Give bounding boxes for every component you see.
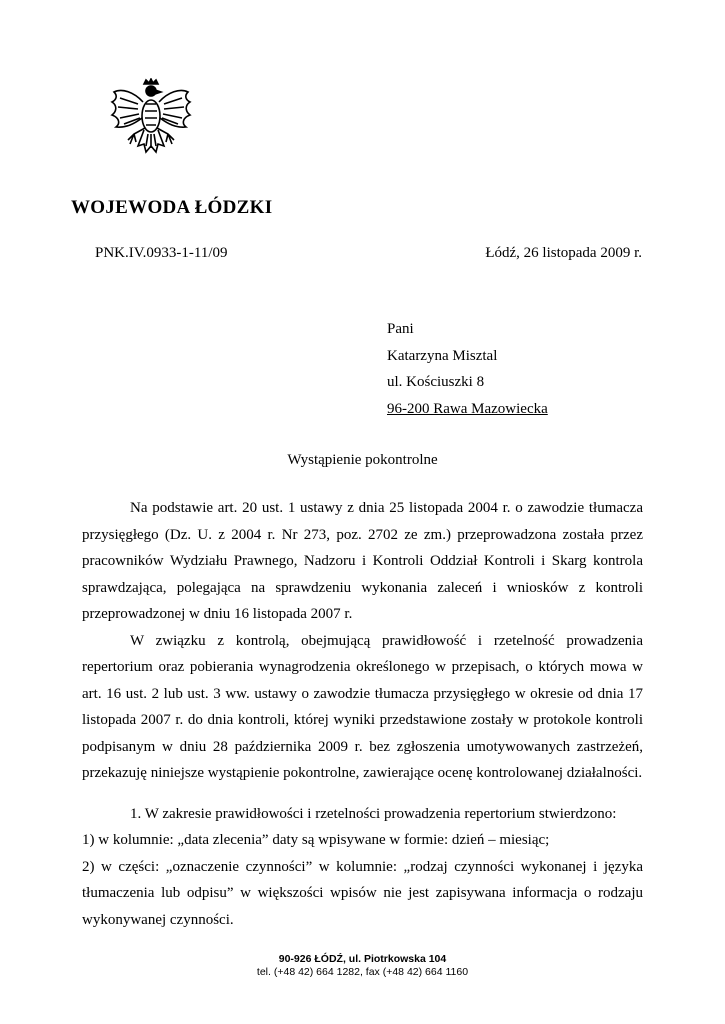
letter-body [82,495,643,933]
finding-item-1: 1) w kolumnie: „data zlecenia” daty są wpisywane w formie: dzień – miesiąc; [82,832,550,848]
eagle-emblem-icon [108,78,194,170]
recipient-name: Katarzyna Misztal [387,347,498,364]
paragraph-1: Na podstawie art. 20 ust. 1 ustawy z dnia 25 listopada 2004 r. o zawodzie tłumacza przysięgłego (Dz. U. z 2004 r. Nr 273, poz. 2702 ze zm.) przeprowadzona została przez pracowników Wydziału Prawnego, Nadzoru i Kontroli Oddział Kontroli i Skarg kontrola sprawdzająca, polegająca na sprawdzeniu wykonania zaleceń i wniosków z kontroli przeprowadzonej w dniu 16 listopada 2007 r. [82,500,643,622]
paragraph-3: 1. W zakresie prawidłowości i rzetelności prowadzenia repertorium stwierdzono: [130,805,617,822]
page-footer [0,953,725,979]
letter-subject: Wystąpienie pokontrolne [287,452,438,468]
recipient-city: 96-200 Rawa Mazowiecka [387,400,548,417]
letter-date: Łódź, 26 listopada 2009 r. [485,245,642,261]
paragraph-2: W związku z kontrolą, obejmującą prawidłowość i rzetelność prowadzenia repertorium oraz pobierania wynagrodzenia określonego w przepisach, o których mowa w art. 16 ust. 2 lub ust. 3 ww. ustawy o zawodzie tłumacza przysięgłego w okresie od dnia 17 listopada 2007 r. do dnia kontroli, której wyniki przedstawione zostały w protokole kontroli podpisanym w dniu 28 października 2009 r. bez zgłoszenia umotywowanych zastrzeżeń, przekazuję niniejsze wystąpienie pokontrolne, zawierające ocenę kontrolowanej działalności. [82,632,643,781]
recipient-street: ul. Kościuszki 8 [387,374,485,390]
reference-number: PNK.IV.0933-1-11/09 [95,245,228,261]
footer-address: 90-926 ŁÓDŹ, ul. Piotrkowska 104 [278,953,447,965]
recipient-salutation: Pani [387,321,414,337]
footer-contact: tel. (+48 42) 664 1282, fax (+48 42) 664 1160 [256,966,469,978]
office-title: WOJEWODA ŁÓDZKI [71,197,273,218]
finding-item-2: 2) w części: „oznaczenie czynności” w kolumnie: „rodzaj czynności wykonanej i języka tłumaczenia lub odpisu” w większości wpisów nie jest zapisywana informacja o rodzaju wykonywanej czynności. [82,858,643,928]
recipient-address [387,316,548,422]
